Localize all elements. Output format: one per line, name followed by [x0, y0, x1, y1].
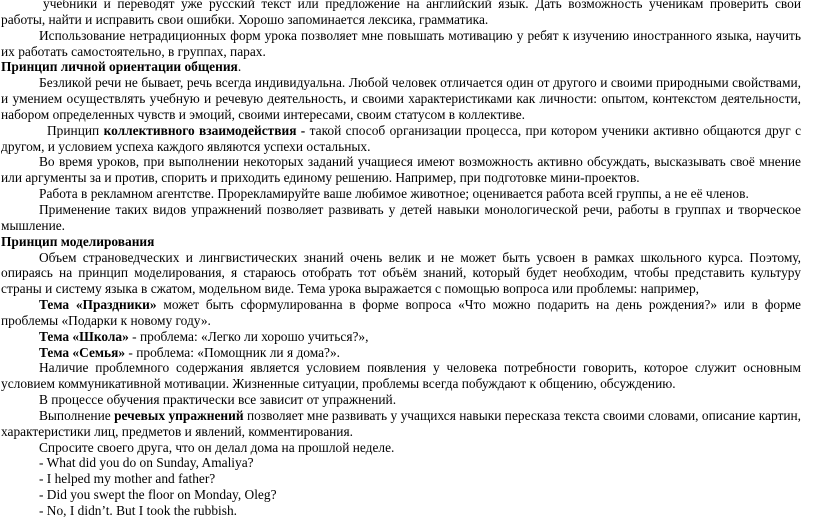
paragraph-4-prefix: Принцип [47, 122, 104, 138]
speech-exercises: речевых упражнений [114, 407, 244, 423]
paragraph-8: Объем страноведческих и лингвистических знаний очень велик и не может быть усвоен в рамках школьного курса. Поэтому, опираясь на принцип моделирования, я стараюсь отобрать тот объём знаний, который будет необходим, чтобы представить культуру страны и систему языка в сжатом, модельном виде. Тема урока выражается с помощью вопроса или проблемы: например, [1, 249, 801, 297]
paragraph-14 [1, 408, 801, 440]
dialogue-line-2: - I helped my mother and father? [39, 471, 216, 487]
paragraph-1: учебники и переводят уже русский текст или предложение на английский язык. Дать возможность ученикам проверить свои работы, найти и исправить свои ошибки. Хорошо запоминается лексика, грамматика. [1, 0, 801, 27]
heading-personal-orientation-period: . [237, 59, 242, 75]
paragraph-12: Наличие проблемного содержания является условием появления у человека потребности говорить, которое служит основным условием коммуникативной мотивации. Жизненные ситуации, проблемы всегда побуждают к общению, обсуждению. [1, 360, 801, 392]
paragraph-6: Работа в рекламном агентстве. Прорекламируйте ваше любимое животное; оценивается работа всей группы, а не её членов. [39, 186, 749, 202]
topic-school: Тема «Школа» [39, 328, 129, 344]
dialogue-line-3: - Did you swept the floor on Monday, Oleg? [39, 487, 277, 503]
paragraph-10 [1, 329, 801, 345]
paragraph-3: Безликой речи не бывает, речь всегда индивидуальна. Любой человек отличается один от другого и своими природными свойствами, и умением осуществлять учебную и речевую деятельность, и своими характеристиками как личности: опытом, контекстом деятельности, набором определенных чувств и эмоций, своими интересами, своим статусом в коллективе. [1, 75, 801, 122]
heading-personal-orientation [1, 59, 801, 75]
paragraph-14-rest: позволяет мне развивать у учащихся навыки пересказа текста своими словами, описание картин, характеристики лиц, предметов и явлений, комментирования. [1, 407, 801, 439]
topic-family: Тема «Семья» [39, 344, 126, 360]
paragraph-7: Применение таких видов упражнений позволяет развивать у детей навыки монологической речи, работы в группах и творческое мышление. [1, 201, 801, 233]
paragraph-2: Использование нетрадиционных форм урока позволяет мне повышать мотивацию у ребят к изучению иностранного языка, научить их работать самостоятельно, в группах, парах. [1, 27, 801, 59]
topic-family-text: - проблема: «Помощник ли я дома?». [125, 344, 341, 360]
paragraph-15: Спросите своего друга, что он делал дома на прошлой неделе. [39, 439, 395, 455]
dialogue-line-1: - What did you do on Sunday, Amaliya? [39, 455, 254, 471]
paragraph-13: В процессе обучения практически все зависит от упражнений. [39, 392, 397, 408]
paragraph-14-prefix: Выполнение [39, 407, 115, 423]
paragraph-4 [1, 123, 801, 155]
paragraph-4-bold: коллективного взаимодействия - [103, 122, 306, 138]
document-page [1, 0, 801, 519]
topic-holidays: Тема «Праздники» [39, 297, 157, 313]
heading-modeling: Принцип моделирования [1, 233, 155, 249]
topic-school-text: - проблема: «Легко ли хорошо учиться?», [128, 328, 369, 344]
dialogue-line-4: - No, I didn’t. But I took the rubbish. [39, 503, 237, 518]
heading-personal-orientation-text: Принцип личной ориентации общения [1, 59, 238, 75]
paragraph-9 [1, 297, 801, 329]
paragraph-5: Во время уроков, при выполнении некоторых заданий учащиеся имеют возможность активно обсуждать, высказывать своё мнение или аргументы за и против, спорить и приходить единому решению. Например, при подготовке мини-проектов. [1, 154, 801, 186]
topic-holidays-text: может быть сформулированна в форме вопроса «Что можно подарить на день рождения?» или в форме проблемы «Подарки к новому году». [1, 297, 801, 328]
paragraph-4-rest: такой способ организации процесса, при котором ученики активно общаются друг с другом, и условием успеха каждого являются успехи остальных. [1, 122, 802, 154]
paragraph-11 [1, 345, 801, 361]
